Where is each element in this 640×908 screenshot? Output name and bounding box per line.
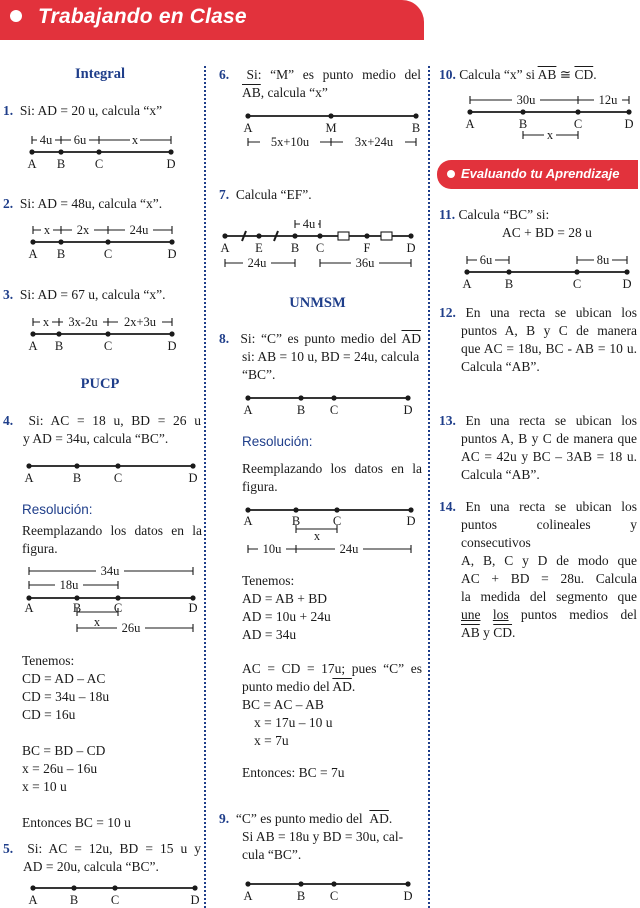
segment-label: 24u xyxy=(339,542,359,556)
point-label: D xyxy=(406,241,416,255)
point-label: A xyxy=(24,471,34,485)
problem-2 xyxy=(3,195,162,213)
resolution-text: figura. xyxy=(242,479,278,494)
segment-notation: $\overline{AD}$ xyxy=(401,331,421,346)
point-label: A xyxy=(28,247,38,261)
step-line: AD = 34u xyxy=(242,627,297,642)
segment-label: 12u xyxy=(598,93,618,107)
segment-label: 3x-2u xyxy=(68,315,98,329)
figure-p4-resolution xyxy=(0,564,200,644)
problem-text: cula “BC”. xyxy=(242,847,302,862)
problem-text: Si: “C” es punto medio del xyxy=(240,331,397,346)
point-label: C xyxy=(103,247,113,261)
resolution-title: Resolución: xyxy=(22,502,93,517)
segment-label: 6u xyxy=(479,253,493,267)
problem-text: Si: AD = 20 u, calcula “x” xyxy=(19,103,163,118)
segment-notation: $\overline{AB}$ xyxy=(242,85,261,100)
resolution-title: Resolución: xyxy=(242,434,313,449)
problem-11 xyxy=(439,206,549,224)
problem-text: Calcula “EF”. xyxy=(235,187,312,202)
punctuation: . xyxy=(512,625,516,640)
segment-label: 26u xyxy=(121,621,141,635)
problem-text: “C” es punto medio del xyxy=(235,811,363,826)
point-label: A xyxy=(27,157,37,171)
punctuation: . xyxy=(593,67,597,82)
point-label: B xyxy=(518,117,528,131)
point-label: C xyxy=(329,889,339,903)
segment-notation: $\overline{AD}$ xyxy=(369,811,389,826)
section-unmsm: UNMSM xyxy=(289,295,346,311)
step-line: Tenemos: xyxy=(242,573,295,588)
point-label: C xyxy=(110,893,120,907)
step-line: CD = AD – AC xyxy=(22,671,106,686)
bullet-icon xyxy=(10,10,22,22)
figure-p1 xyxy=(0,128,200,172)
segment-label: 24u xyxy=(129,223,149,237)
point-label: C xyxy=(94,157,104,171)
point-label: D xyxy=(188,601,198,615)
point-label: D xyxy=(403,889,413,903)
problem-text: puntos A, B y C de manera xyxy=(461,323,637,338)
segment-label: 8u xyxy=(596,253,610,267)
point-label: B xyxy=(72,601,82,615)
segment-label: 3x+24u xyxy=(354,135,394,149)
point-label: B xyxy=(56,157,66,171)
point-label: C xyxy=(113,471,123,485)
section-integral: Integral xyxy=(75,66,125,82)
point-label: B xyxy=(291,514,301,528)
point-label: C xyxy=(329,403,339,417)
point-label: D xyxy=(190,893,200,907)
banner-title: Trabajando en Clase xyxy=(38,5,247,28)
figure-p7 xyxy=(205,214,425,274)
point-label: A xyxy=(462,277,472,291)
point-label: B xyxy=(290,241,300,255)
problem-text: y xyxy=(483,625,490,640)
problem-9 xyxy=(219,810,421,864)
figure-p9 xyxy=(205,878,425,908)
problem-number: 1. xyxy=(3,103,14,118)
step-line: AD = 10u + 24u xyxy=(242,609,331,624)
point-label: C xyxy=(573,117,583,131)
point-label: D xyxy=(188,471,198,485)
point-label: B xyxy=(54,339,64,353)
point-label: A xyxy=(220,241,230,255)
section-pucp: PUCP xyxy=(80,376,120,392)
segment-label: 2x xyxy=(76,223,90,237)
problem-1 xyxy=(3,102,162,120)
resolution-steps xyxy=(242,572,331,644)
problem-text: Si: AC = 18 u, BD = 26 u xyxy=(28,413,202,428)
problem-text: puntos medios del xyxy=(520,607,638,622)
segment-notation: $\overline{CD}$ xyxy=(574,67,594,82)
punctuation: . xyxy=(388,811,393,826)
point-label: A xyxy=(28,893,38,907)
point-label: B xyxy=(56,247,66,261)
step-line: x = 26u – 16u xyxy=(22,761,98,776)
point-label: D xyxy=(624,117,634,131)
problem-number: 12. xyxy=(439,305,456,320)
problem-number: 2. xyxy=(3,196,14,211)
segment-label: 18u xyxy=(59,578,79,592)
problem-text: y AD = 34u, calcula “BC”. xyxy=(23,431,169,446)
evaluation-banner xyxy=(437,160,638,189)
segment-label: 24u xyxy=(247,256,267,270)
point-label: B xyxy=(72,471,82,485)
problem-number: 8. xyxy=(219,331,230,346)
point-label: B xyxy=(411,121,421,135)
point-label: A xyxy=(243,121,253,135)
segment-label: x xyxy=(313,529,321,543)
point-label: C xyxy=(103,339,113,353)
resolution-text: Reemplazando los datos en la xyxy=(22,523,202,538)
point-label: C xyxy=(315,241,325,255)
point-label: D xyxy=(622,277,632,291)
point-label: B xyxy=(296,889,306,903)
problem-text: puntos colineales y consecutivos xyxy=(461,517,637,550)
problem-text: AC + BD = 28u. Calcula xyxy=(461,571,637,586)
point-label: F xyxy=(363,241,371,255)
point-label: C xyxy=(113,601,123,615)
resolution-text: figura. xyxy=(22,541,58,556)
step-line: x = 10 u xyxy=(22,779,67,794)
problem-12 xyxy=(439,304,637,376)
problem-number: 5. xyxy=(3,841,14,856)
step-line: x = 17u – 10 u xyxy=(254,715,333,730)
problem-text: Si AB = 18u y BD = 30u, cal- xyxy=(242,829,404,844)
problem-text: Calcula “AB”. xyxy=(461,467,540,482)
segment-label: 30u xyxy=(516,93,536,107)
congruent-symbol: ≅ xyxy=(559,67,572,82)
resolution-text: Reemplazando los datos en la xyxy=(242,461,422,476)
segment-notation: $\overline{AB}$ xyxy=(537,67,557,82)
problem-8 xyxy=(219,330,421,384)
step-line: Tenemos: xyxy=(22,653,75,668)
step-line: BC = AC – AB xyxy=(242,697,324,712)
segment-label: x xyxy=(546,128,554,142)
step-line: punto medio del xyxy=(242,679,330,694)
point-label: B xyxy=(504,277,514,291)
point-label: E xyxy=(255,241,263,255)
problem-text: que AC = 18u, BC - AB = 10 u. xyxy=(461,341,637,356)
problem-number: 10. xyxy=(439,67,456,82)
problem-14 xyxy=(439,498,637,642)
step-line: x = 7u xyxy=(254,733,289,748)
problem-13 xyxy=(439,412,637,484)
punctuation: . xyxy=(351,679,356,694)
point-label: A xyxy=(28,339,38,353)
problem-text: la medida del segmento que xyxy=(461,589,637,604)
evaluation-title: Evaluando tu Aprendizaje xyxy=(461,166,620,181)
problem-text: “BC”. xyxy=(242,367,276,382)
figure-p10 xyxy=(430,90,640,146)
problem-text: AC = 42u y BC – 3AB = 18 u. xyxy=(461,449,637,464)
problem-text: Si: AD = 67 u, calcula “x”. xyxy=(19,287,166,302)
problem-text: une xyxy=(461,607,481,622)
figure-p8-resolution xyxy=(205,504,425,560)
segment-label: 4u xyxy=(39,133,53,147)
problem-text: Si: AD = 48u, calcula “x”. xyxy=(19,196,163,211)
step-line: CD = 34u – 18u xyxy=(22,689,110,704)
problem-text: En una recta se ubican los xyxy=(465,305,637,320)
point-label: B xyxy=(296,403,306,417)
problem-text: Calcula “BC” si: xyxy=(458,207,550,222)
point-label: A xyxy=(243,403,253,417)
column-separator xyxy=(204,66,206,908)
conclusion: Entonces: BC = 7u xyxy=(242,765,345,780)
problem-text: , calcula “x” xyxy=(260,85,328,100)
problem-7 xyxy=(219,186,312,204)
segment-label: 2x+3u xyxy=(123,315,157,329)
point-label: C xyxy=(332,514,342,528)
problem-number: 6. xyxy=(219,67,230,82)
point-label: B xyxy=(69,893,79,907)
segment-label: 34u xyxy=(100,564,120,578)
problem-text: los xyxy=(492,607,509,622)
segment-label: 36u xyxy=(355,256,375,270)
conclusion: Entonces BC = 10 u xyxy=(22,815,131,830)
figure-p5 xyxy=(0,882,200,908)
figure-p6 xyxy=(205,110,425,154)
point-label: A xyxy=(24,601,34,615)
problem-number: 3. xyxy=(3,287,14,302)
point-label: A xyxy=(465,117,475,131)
segment-label: 4u xyxy=(302,217,316,231)
point-label: D xyxy=(406,514,416,528)
segment-label: x xyxy=(43,223,51,237)
problem-text: En una recta se ubican los xyxy=(465,413,637,428)
problem-text: En una recta se ubican los xyxy=(465,499,637,514)
problem-text: AD = 20u, calcula “BC”. xyxy=(23,859,159,874)
problem-4 xyxy=(3,412,201,448)
segment-label: 10u xyxy=(262,542,282,556)
resolution-steps xyxy=(22,652,131,832)
figure-p8 xyxy=(205,392,425,422)
segment-label: 6u xyxy=(73,133,87,147)
segment-label: x xyxy=(42,315,50,329)
point-label: A xyxy=(243,889,253,903)
problem-text: Si: “M” es punto medio del xyxy=(246,67,421,82)
resolution-steps xyxy=(242,660,422,750)
figure-p2 xyxy=(0,220,200,264)
point-label: D xyxy=(403,403,413,417)
problem-number: 13. xyxy=(439,413,456,428)
point-label: M xyxy=(325,121,337,135)
segment-notation: $\overline{AB}$ xyxy=(461,625,480,640)
segment-notation: $\overline{AD}$ xyxy=(332,679,352,694)
problem-number: 4. xyxy=(3,413,14,428)
problem-number: 14. xyxy=(439,499,456,514)
section-banner xyxy=(0,0,424,40)
problem-text: Calcula “x” si xyxy=(459,67,535,82)
problem-text: puntos A, B y C de manera que xyxy=(461,431,637,446)
figure-p4 xyxy=(0,458,200,488)
problem-5 xyxy=(3,840,201,876)
column-separator xyxy=(428,66,430,908)
problem-number: 7. xyxy=(219,187,230,202)
segment-notation: $\overline{CD}$ xyxy=(493,625,513,640)
problem-equation: AC + BD = 28 u xyxy=(502,225,592,240)
bullet-icon xyxy=(447,170,455,178)
segment-label: x xyxy=(131,133,139,147)
problem-6 xyxy=(219,66,421,102)
problem-text: Calcula “AB”. xyxy=(461,359,540,374)
step-line: CD = 16u xyxy=(22,707,76,722)
problem-text: Si: AC = 12u, BD = 15 u y xyxy=(27,841,202,856)
point-label: A xyxy=(243,514,253,528)
problem-10 xyxy=(439,66,597,84)
segment-label: x xyxy=(93,615,101,629)
figure-p3 xyxy=(0,312,200,356)
problem-number: 9. xyxy=(219,811,230,826)
segment-label: 5x+10u xyxy=(270,135,310,149)
step-line: AD = AB + BD xyxy=(242,591,327,606)
problem-3 xyxy=(3,286,165,304)
point-label: D xyxy=(167,339,177,353)
problem-number: 11. xyxy=(439,207,456,222)
problem-text: si: AB = 10 u, BD = 24u, calcula xyxy=(242,349,420,364)
point-label: C xyxy=(572,277,582,291)
step-line: BC = BD – CD xyxy=(22,743,106,758)
point-label: D xyxy=(167,247,177,261)
figure-p11 xyxy=(430,250,640,294)
problem-text: A, B, C y D de modo que xyxy=(461,553,637,568)
step-line: AC = CD = 17u; pues “C” es xyxy=(242,661,422,676)
point-label: D xyxy=(166,157,176,171)
